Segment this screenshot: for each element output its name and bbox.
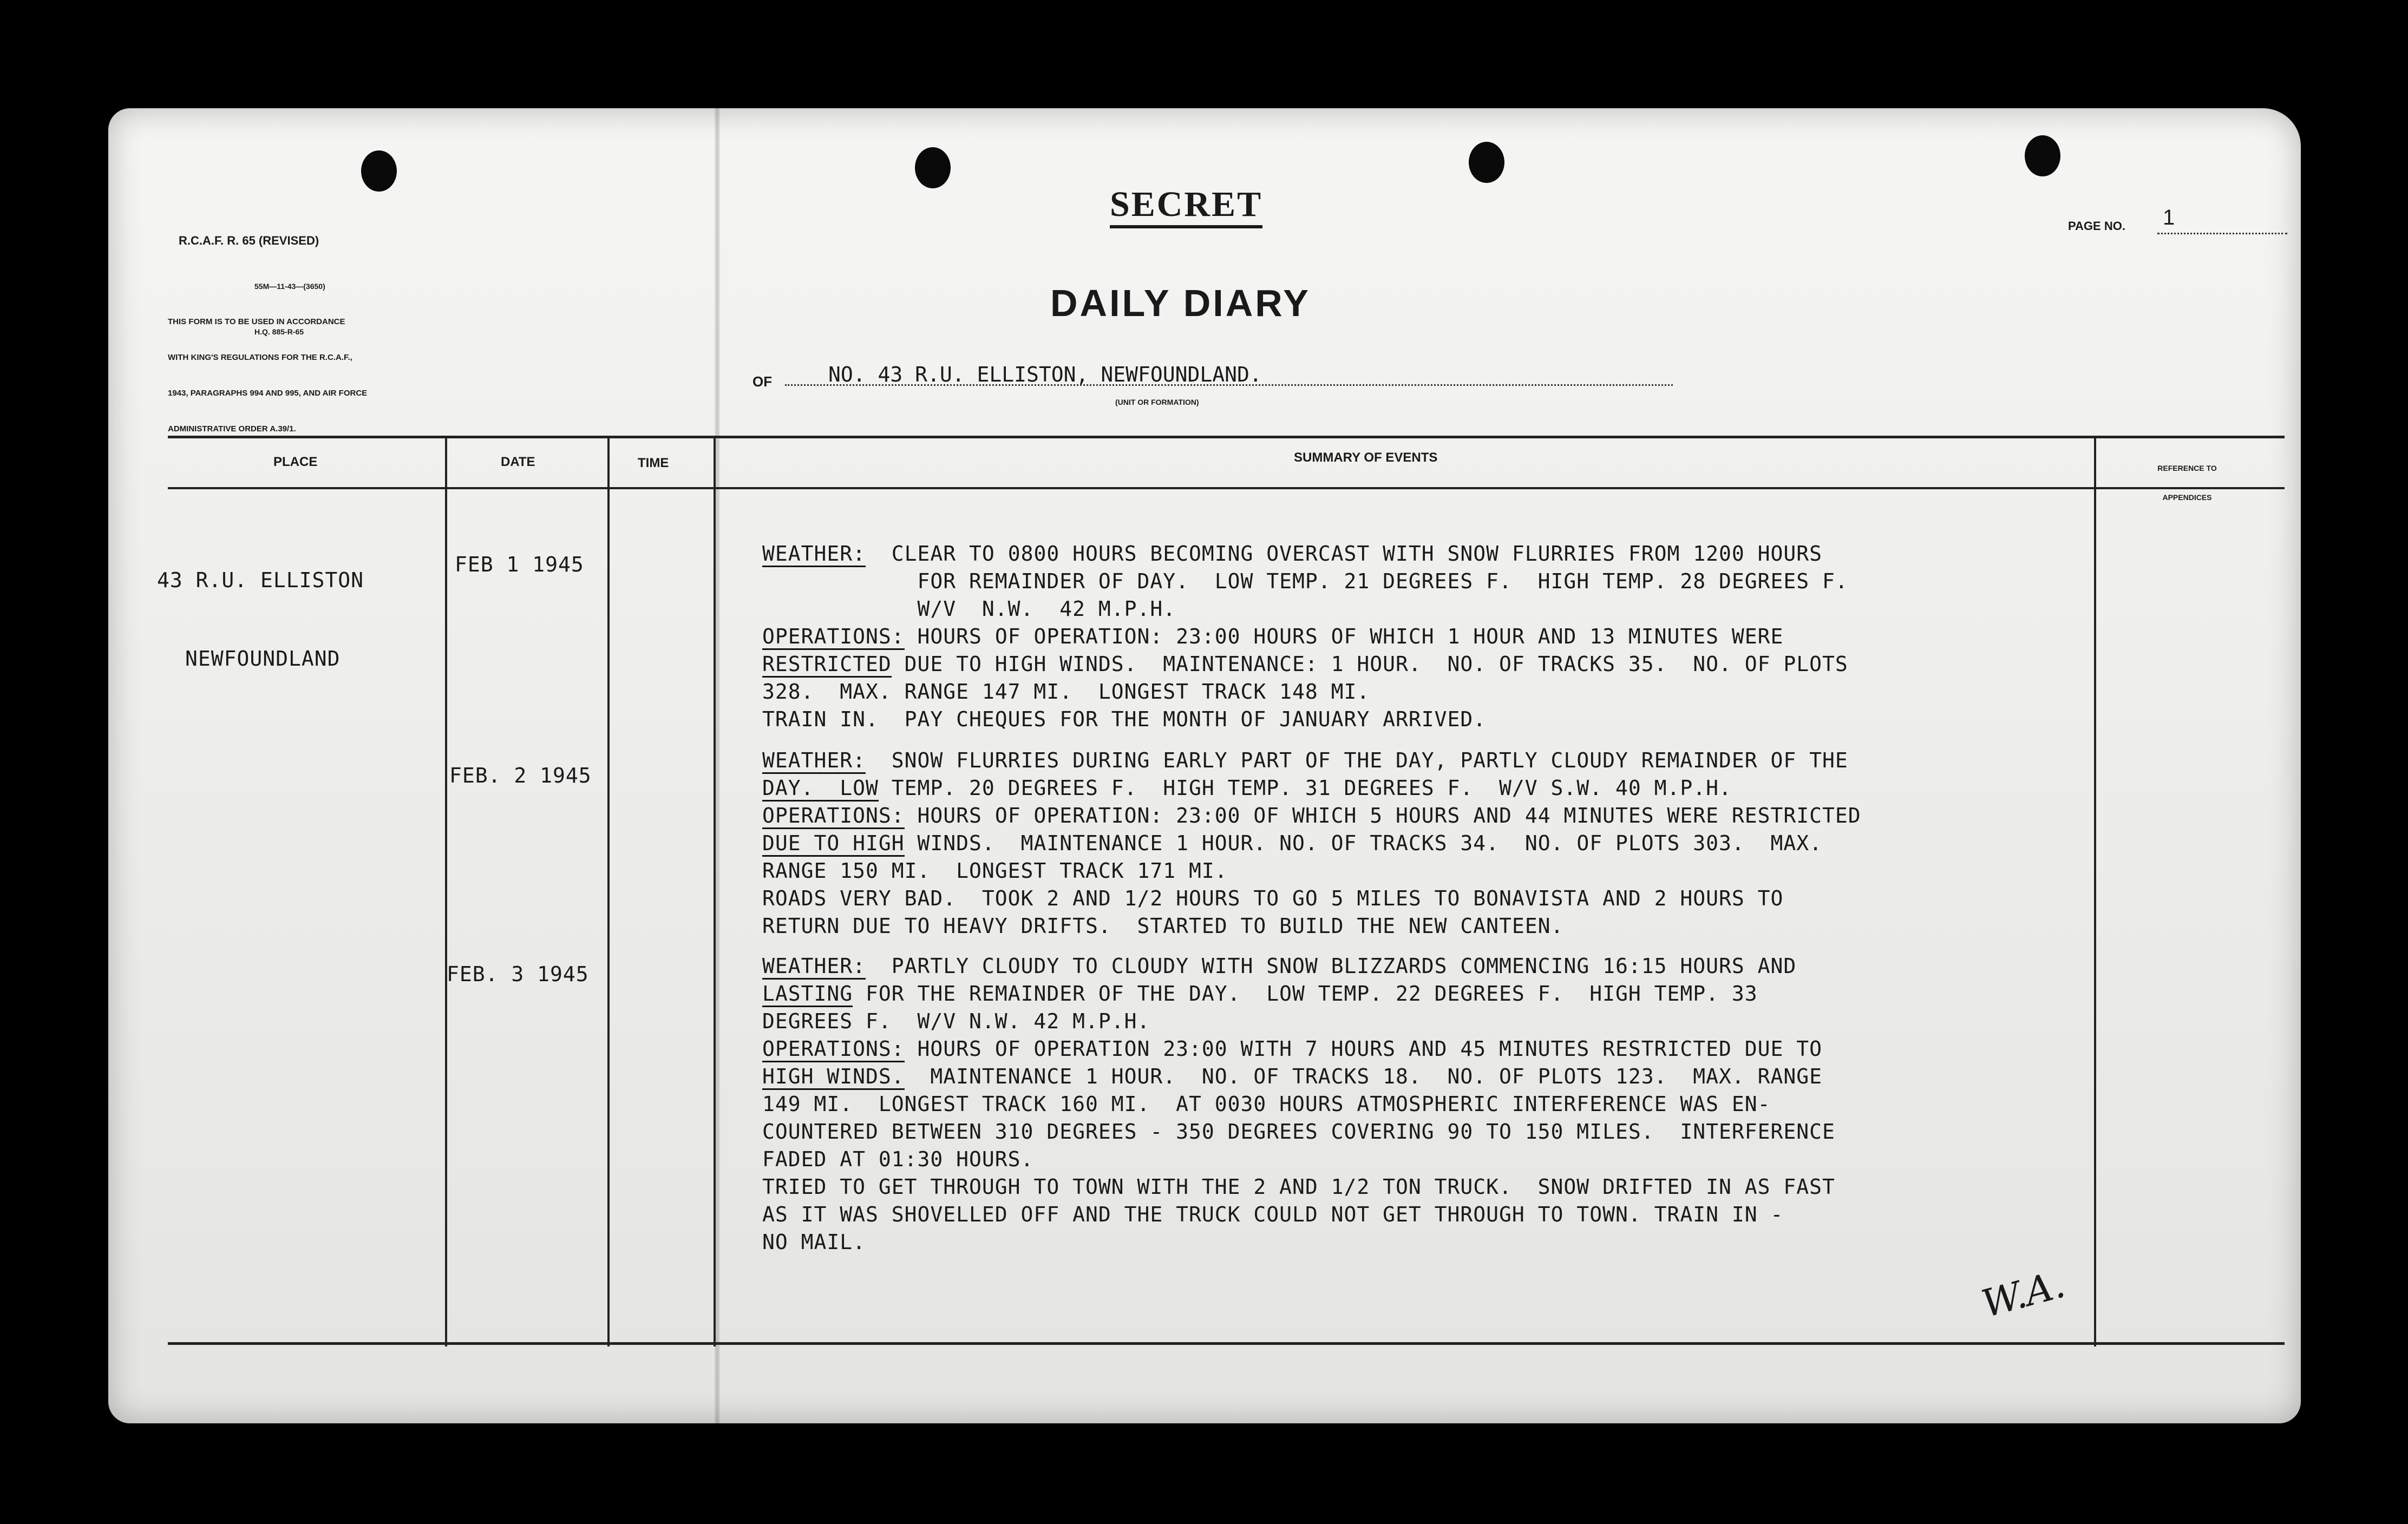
place-line: NEWFOUNDLAND <box>185 647 341 671</box>
page-number-line <box>2157 233 2287 234</box>
place-cell <box>157 511 364 728</box>
summary-line-label: WEATHER: <box>762 748 866 774</box>
instruction-line: 1943, PARAGRAPHS 994 AND 995, AND AIR FORCE <box>168 389 368 398</box>
summary-line <box>762 912 1861 940</box>
instruction-line: ADMINISTRATIVE ORDER A.39/1. <box>168 424 296 433</box>
summary-line <box>762 1091 1835 1118</box>
table-top-rule <box>168 436 2285 438</box>
summary-line-label: DAY. LOW <box>762 776 879 802</box>
form-instructions <box>168 292 367 459</box>
reference-header-line: REFERENCE TO <box>2157 464 2217 472</box>
summary-line-text: PARTLY CLOUDY TO CLOUDY WITH SNOW BLIZZARDS COMMENCING 16:15 HOURS AND <box>866 954 1797 978</box>
reference-header-line: APPENDICES <box>2162 493 2212 502</box>
of-label: OF <box>752 373 773 390</box>
summary-line-label: HIGH WINDS. <box>762 1065 905 1090</box>
column-divider <box>445 437 447 1346</box>
column-header-date: DATE <box>501 455 535 469</box>
summary-line <box>762 747 1861 774</box>
summary-line <box>762 623 1848 651</box>
summary-line-text: HOURS OF OPERATION: 23:00 HOURS OF WHICH 1 HOUR AND 13 MINUTES WERE <box>904 625 1784 648</box>
summary-line <box>762 1201 1835 1229</box>
summary-line <box>762 706 1848 733</box>
classification-heading: SECRET <box>1110 184 1262 228</box>
page-number-label: PAGE NO. <box>2068 219 2125 233</box>
column-divider <box>714 437 716 1346</box>
summary-line-text: DUE TO HIGH WINDS. MAINTENANCE: 1 HOUR. NO. OF TRACKS 35. NO. OF PLOTS <box>891 652 1848 676</box>
summary-line <box>762 980 1835 1008</box>
signature-initials: W.A. <box>1977 1262 2070 1326</box>
summary-line <box>762 1146 1835 1173</box>
summary-line-text: FOR REMAINDER OF DAY. LOW TEMP. 21 DEGREES F. HIGH TEMP. 28 DEGREES F. <box>762 569 1848 593</box>
summary-line-text: AS IT WAS SHOVELLED OFF AND THE TRUCK COULD NOT GET THROUGH TO TOWN. TRAIN IN - <box>762 1203 1784 1226</box>
summary-line-text: DEGREES F. W/V N.W. 42 M.P.H. <box>762 1009 1150 1033</box>
summary-line-text: TRAIN IN. PAY CHEQUES FOR THE MONTH OF JANUARY ARRIVED. <box>762 707 1487 731</box>
summary-line-text: NO MAIL. <box>762 1230 866 1254</box>
summary-line-text: ROADS VERY BAD. TOOK 2 AND 1/2 HOURS TO GO 5 MILES TO BONAVISTA AND 2 HOURS TO <box>762 886 1784 910</box>
summary-line <box>762 830 1861 857</box>
summary-line-text: RANGE 150 MI. LONGEST TRACK 171 MI. <box>762 859 1228 883</box>
summary-line-label: OPERATIONS: <box>762 625 905 650</box>
summary-line-label: LASTING <box>762 982 853 1007</box>
summary-line <box>762 1229 1835 1256</box>
summary-line-label: OPERATIONS: <box>762 1037 905 1062</box>
summary-line-text: TEMP. 20 DEGREES F. HIGH TEMP. 31 DEGREES F. W/V S.W. 40 M.P.H. <box>878 776 1732 800</box>
summary-line-text: HOURS OF OPERATION 23:00 WITH 7 HOURS AND 45 MINUTES RESTRICTED DUE TO <box>904 1037 1823 1061</box>
summary-line <box>762 651 1848 678</box>
summary-line-text: WINDS. MAINTENANCE 1 HOUR. NO. OF TRACKS 34. NO. OF PLOTS 303. MAX. <box>904 831 1823 855</box>
summary-line-label: DUE TO HIGH <box>762 831 905 857</box>
summary-line <box>762 595 1848 623</box>
summary-line <box>762 952 1835 980</box>
form-code-line: H.Q. 885-R-65 <box>254 327 304 336</box>
column-divider <box>607 437 610 1346</box>
summary-line <box>762 885 1861 912</box>
summary-line <box>762 857 1861 885</box>
summary-line <box>762 678 1848 706</box>
form-code-line: R.C.A.F. R. 65 (REVISED) <box>179 234 319 247</box>
entry-summary <box>762 952 1835 1256</box>
entry-date: FEB. 2 1945 <box>449 764 592 787</box>
summary-line <box>762 774 1861 802</box>
column-header-time: TIME <box>638 456 669 470</box>
header-rule <box>168 487 2285 489</box>
summary-line-text: SNOW FLURRIES DURING EARLY PART OF THE DAY, PARTLY CLOUDY REMAINDER OF THE <box>866 748 1848 772</box>
summary-line <box>762 1173 1835 1201</box>
unit-caption: (UNIT OR FORMATION) <box>1115 398 1199 406</box>
entry-summary <box>762 540 1848 733</box>
summary-line <box>762 540 1848 568</box>
summary-line-text: FADED AT 01:30 HOURS. <box>762 1147 1034 1171</box>
punch-hole <box>915 147 951 188</box>
instruction-line: THIS FORM IS TO BE USED IN ACCORDANCE <box>168 317 345 326</box>
summary-line <box>762 1035 1835 1063</box>
instruction-line: WITH KING'S REGULATIONS FOR THE R.C.A.F., <box>168 353 352 362</box>
punch-hole <box>2025 135 2060 176</box>
diary-sheet <box>108 108 2301 1423</box>
summary-line-text: RETURN DUE TO HEAVY DRIFTS. STARTED TO BUILD THE NEW CANTEEN. <box>762 914 1564 938</box>
page-number: 1 <box>2163 206 2175 229</box>
summary-line-text: TRIED TO GET THROUGH TO TOWN WITH THE 2 AND 1/2 TON TRUCK. SNOW DRIFTED IN AS FAST <box>762 1175 1835 1199</box>
table-bottom-rule <box>168 1342 2285 1345</box>
form-code-line: 55M—11-43—(3650) <box>254 282 325 291</box>
summary-line <box>762 568 1848 595</box>
summary-line-text: COUNTERED BETWEEN 310 DEGREES - 350 DEGREES COVERING 90 TO 150 MILES. INTERFERENCE <box>762 1120 1835 1144</box>
column-divider <box>2094 437 2096 1346</box>
summary-line-label: RESTRICTED <box>762 652 892 678</box>
column-header-place: PLACE <box>273 455 318 469</box>
summary-line <box>762 1118 1835 1146</box>
place-line: 43 R.U. ELLISTON <box>157 568 364 592</box>
summary-line <box>762 802 1861 830</box>
summary-line-text: HOURS OF OPERATION: 23:00 OF WHICH 5 HOURS AND 44 MINUTES WERE RESTRICTED <box>904 804 1861 827</box>
summary-line-text: 328. MAX. RANGE 147 MI. LONGEST TRACK 148 MI. <box>762 680 1370 704</box>
summary-line-label: WEATHER: <box>762 542 866 567</box>
summary-line-text: 149 MI. LONGEST TRACK 160 MI. AT 0030 HOURS ATMOSPHERIC INTERFERENCE WAS EN- <box>762 1092 1771 1116</box>
summary-line-text: MAINTENANCE 1 HOUR. NO. OF TRACKS 18. NO. OF PLOTS 123. MAX. RANGE <box>904 1065 1823 1088</box>
summary-line-text: CLEAR TO 0800 HOURS BECOMING OVERCAST WITH SNOW FLURRIES FROM 1200 HOURS <box>866 542 1822 566</box>
summary-line-label: OPERATIONS: <box>762 804 905 829</box>
unit-name: NO. 43 R.U. ELLISTON, NEWFOUNDLAND. <box>828 363 1262 386</box>
summary-line-text: FOR THE REMAINDER OF THE DAY. LOW TEMP. 22 DEGREES F. HIGH TEMP. 33 <box>853 982 1758 1006</box>
column-header-summary: SUMMARY OF EVENTS <box>1294 450 1438 465</box>
summary-line-text: W/V N.W. 42 M.P.H. <box>762 597 1176 621</box>
summary-line-label: WEATHER: <box>762 954 866 980</box>
entry-summary <box>762 747 1861 940</box>
column-header-reference <box>2106 444 2268 522</box>
summary-line <box>762 1063 1835 1091</box>
entry-date: FEB. 3 1945 <box>447 962 589 986</box>
entry-date: FEB 1 1945 <box>455 553 584 576</box>
summary-line <box>762 1008 1835 1035</box>
punch-hole <box>1469 142 1504 183</box>
punch-hole <box>361 150 397 192</box>
page-title: DAILY DIARY <box>1050 282 1311 324</box>
